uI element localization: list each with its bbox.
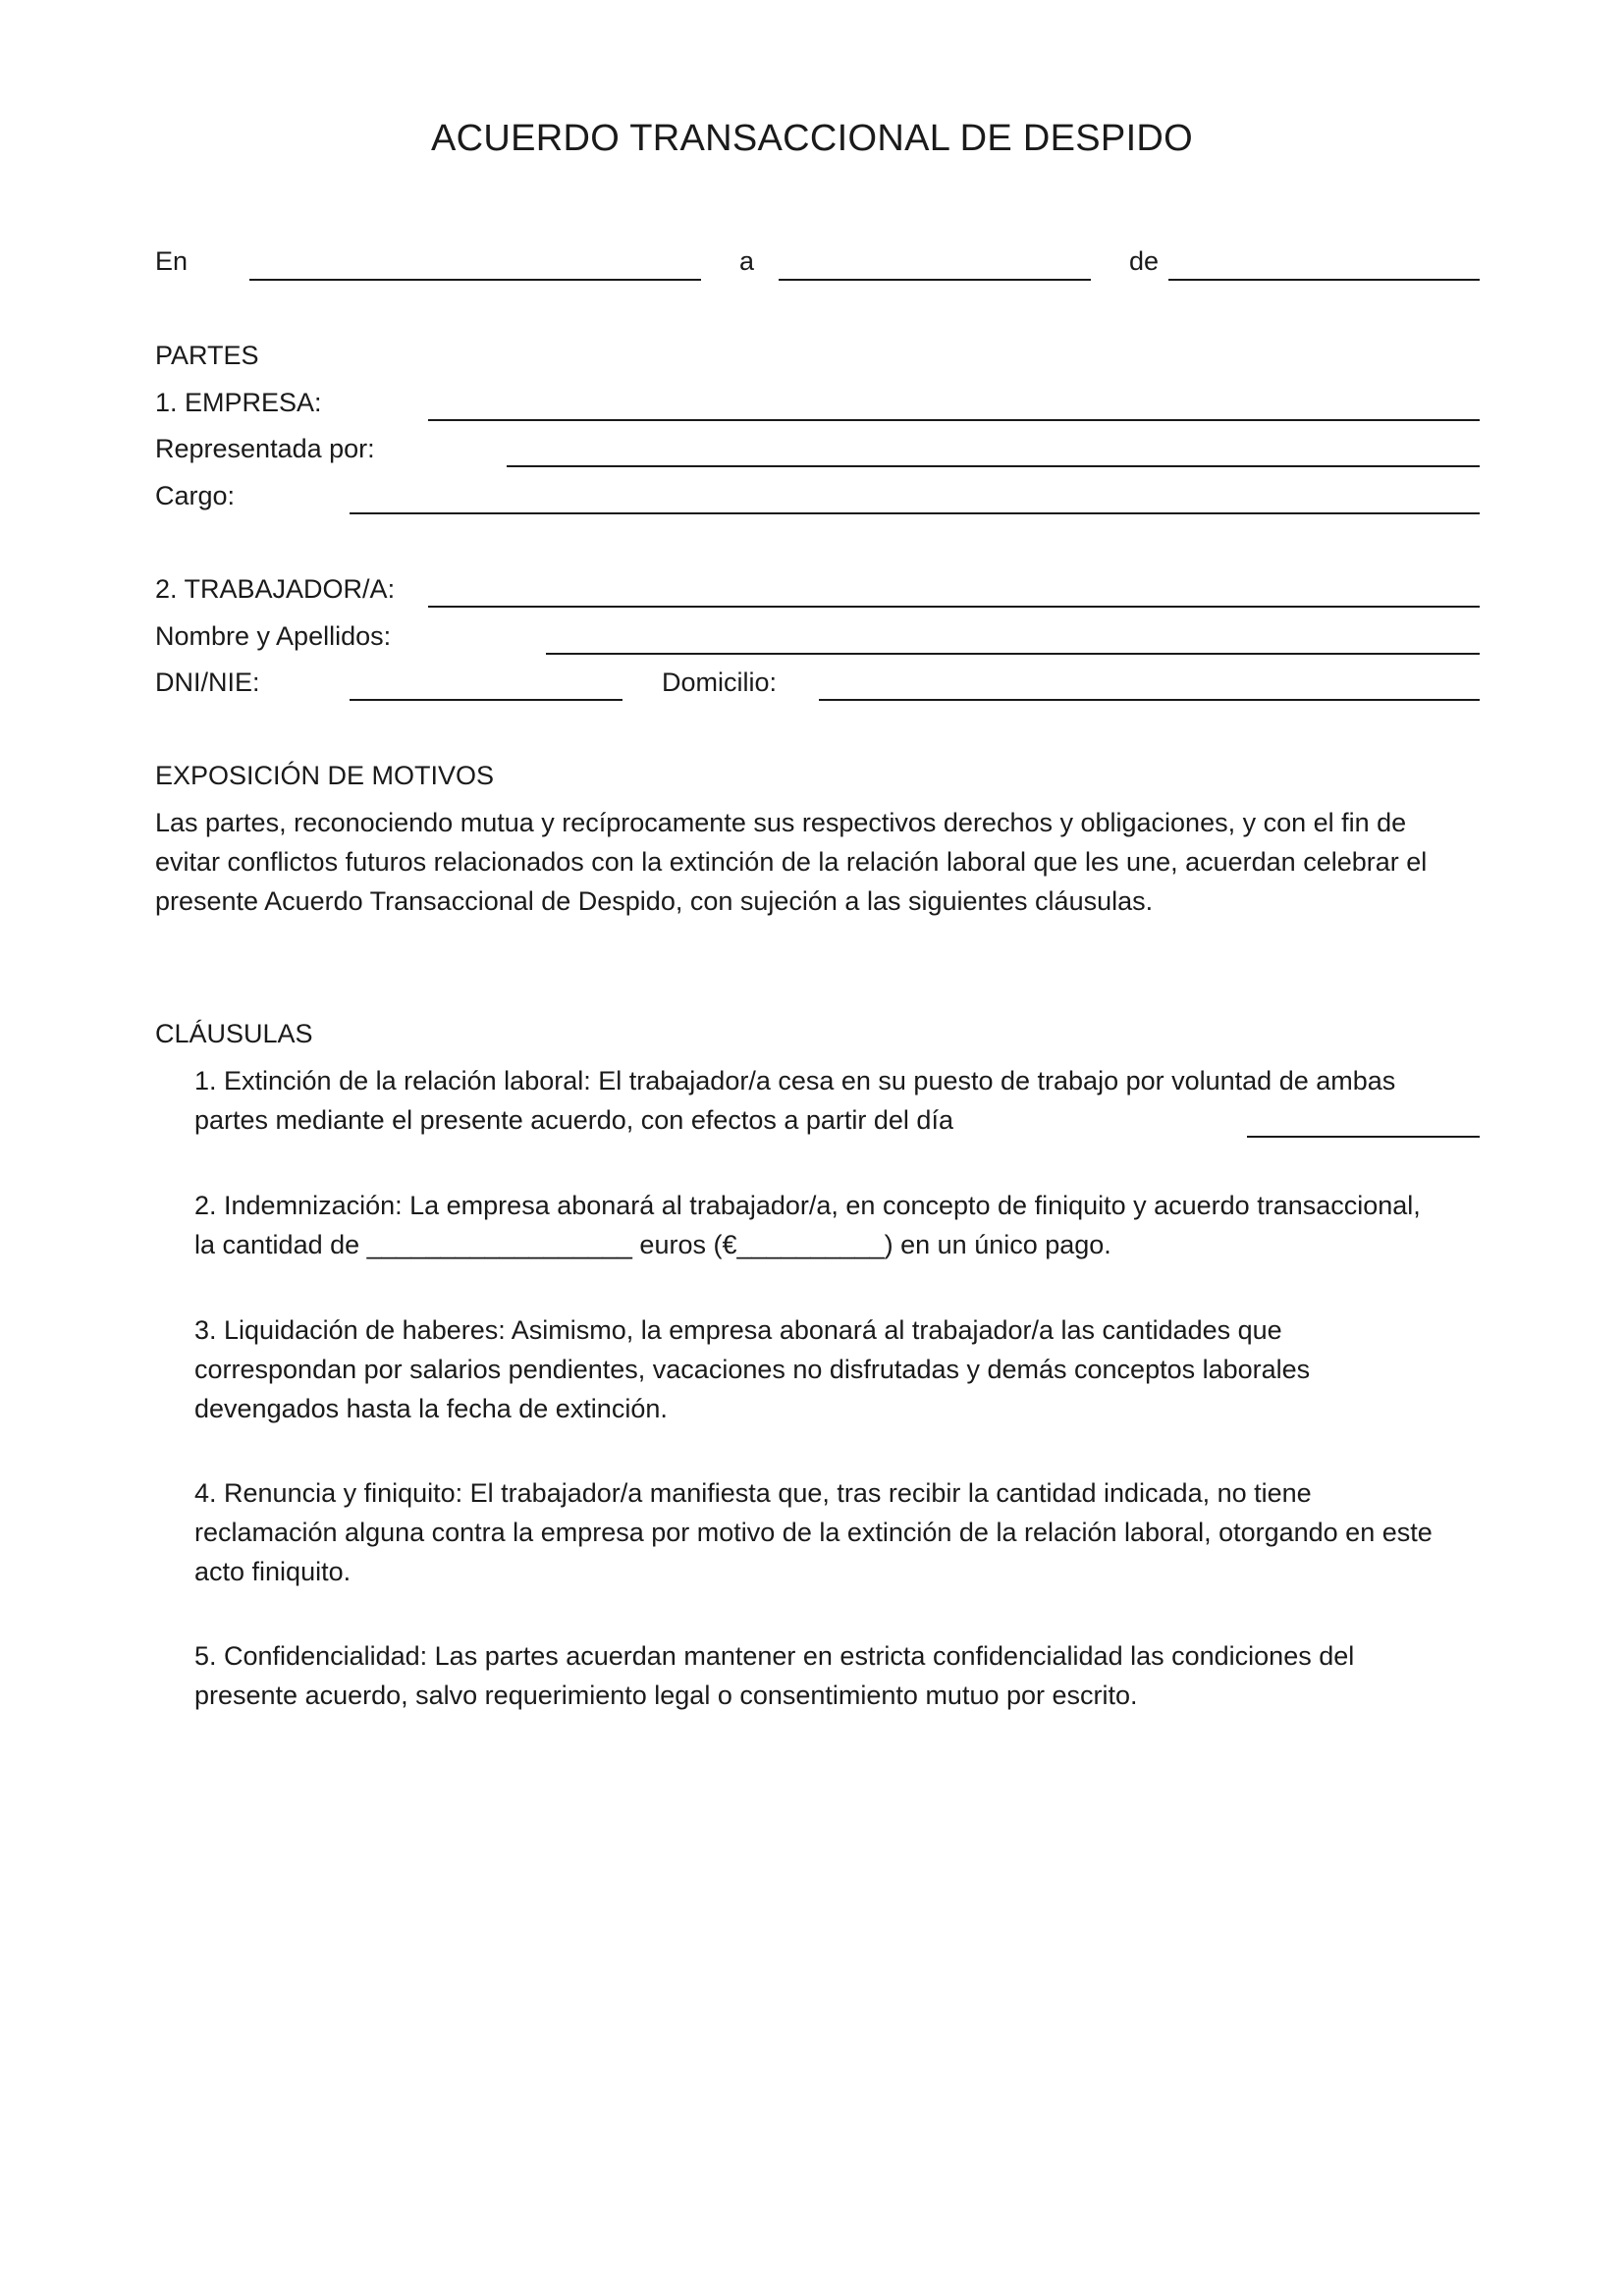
empresa-label: 1. EMPRESA: — [155, 388, 322, 417]
clause-line: 1. Extinción de la relación laboral: El trabajador/a cesa en su puesto de trabajo por voluntad de ambas — [194, 1066, 1396, 1095]
clause-5 — [194, 1636, 1354, 1715]
clause-line: 3. Liquidación de haberes: Asimismo, la empresa abonará al trabajador/a las cantidades que — [194, 1315, 1282, 1345]
nombre-label: Nombre y Apellidos: — [155, 621, 392, 651]
a-label: a — [739, 246, 755, 276]
clause-line: acto finiquito. — [194, 1557, 352, 1586]
month-year-field[interactable] — [1168, 279, 1480, 281]
document-title: ACUERDO TRANSACCIONAL DE DESPIDO — [430, 118, 1194, 159]
clause-line: reclamación alguna contra la empresa por motivo de la extinción de la relación laboral, otorgando en este — [194, 1518, 1433, 1547]
empresa-field[interactable] — [428, 419, 1480, 421]
dni-label: DNI/NIE: — [155, 667, 260, 697]
clause-line: 4. Renuncia y finiquito: El trabajador/a manifiesta que, tras recibir la cantidad indicada, no tiene — [194, 1478, 1312, 1508]
clause-line: 2. Indemnización: La empresa abonará al trabajador/a, en concepto de finiquito y acuerdo transaccional, — [194, 1191, 1421, 1220]
representada-field[interactable] — [507, 465, 1480, 467]
domicilio-field[interactable] — [819, 699, 1480, 701]
clause-line: presente acuerdo, salvo requerimiento legal o consentimiento mutuo por escrito. — [194, 1681, 1138, 1710]
en-label: En — [155, 246, 189, 276]
clause-line: la cantidad de __________________ euros (€__________) en un único pago. — [194, 1230, 1111, 1259]
clause-line: correspondan por salarios pendientes, vacaciones no disfrutadas y demás conceptos laborales — [194, 1355, 1311, 1384]
exposicion-heading: EXPOSICIÓN DE MOTIVOS — [155, 761, 495, 790]
clause-1 — [194, 1061, 1395, 1140]
cargo-label: Cargo: — [155, 481, 236, 510]
clause-line: partes mediante el presente acuerdo, con efectos a partir del día — [194, 1105, 953, 1135]
exposicion-line: evitar conflictos futuros relacionados con la extinción de la relación laboral que les une, acuerdan celebrar el — [155, 847, 1428, 877]
representada-label: Representada por: — [155, 434, 375, 463]
trabajador-label: 2. TRABAJADOR/A: — [155, 574, 396, 604]
clause-3 — [194, 1310, 1310, 1428]
effective-date-field[interactable] — [1247, 1136, 1480, 1138]
cargo-field[interactable] — [350, 512, 1480, 514]
trabajador-field[interactable] — [428, 606, 1480, 608]
clausulas-heading: CLÁUSULAS — [155, 1019, 313, 1048]
exposicion-line: presente Acuerdo Transaccional de Despido, con sujeción a las siguientes cláusulas. — [155, 886, 1154, 916]
de-label: de — [1129, 246, 1160, 276]
clause-2 — [194, 1186, 1421, 1264]
clause-line: 5. Confidencialidad: Las partes acuerdan mantener en estricta confidencialidad las condiciones del — [194, 1641, 1355, 1671]
exposicion-paragraph — [155, 803, 1427, 921]
day-field[interactable] — [779, 279, 1091, 281]
dni-field[interactable] — [350, 699, 623, 701]
clause-4 — [194, 1473, 1433, 1591]
exposicion-line: Las partes, reconociendo mutua y recíprocamente sus respectivos derechos y obligaciones, y con el fin de — [155, 808, 1407, 837]
parties-heading: PARTES — [155, 341, 259, 370]
place-field[interactable] — [249, 279, 701, 281]
domicilio-label: Domicilio: — [662, 667, 778, 697]
nombre-field[interactable] — [546, 653, 1480, 655]
clause-line: devengados hasta la fecha de extinción. — [194, 1394, 668, 1423]
